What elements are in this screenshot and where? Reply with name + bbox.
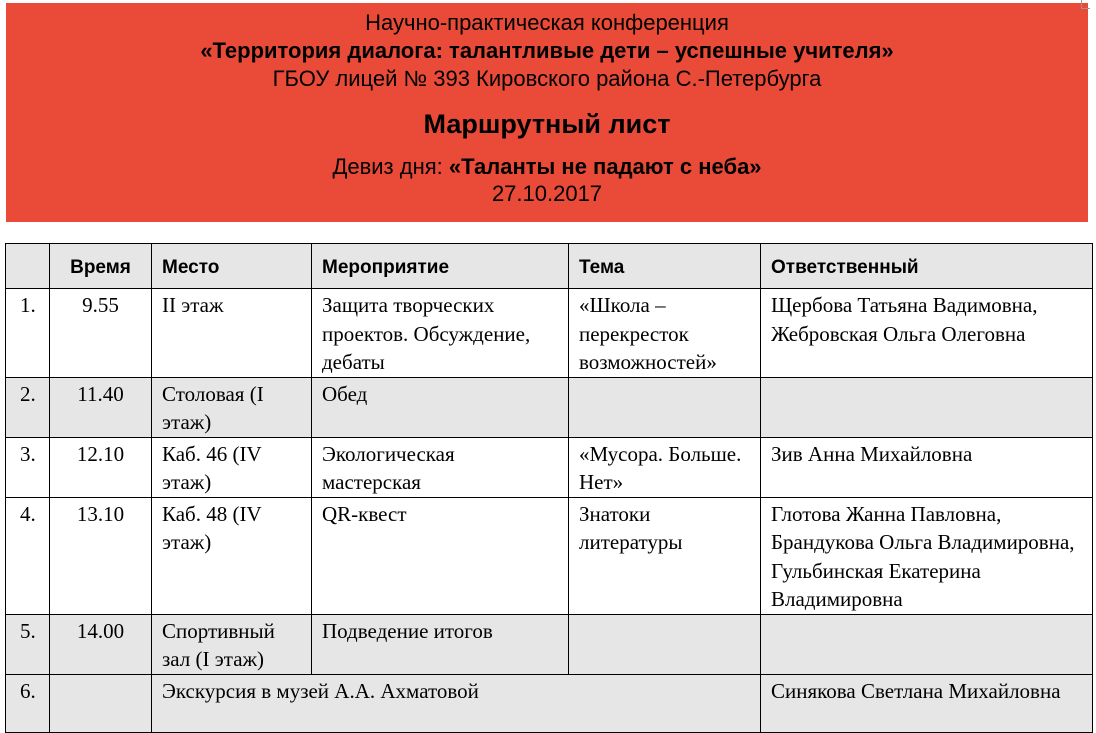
motto-text: «Таланты не падают с неба» bbox=[448, 154, 762, 179]
cell-event: Обед bbox=[312, 377, 569, 437]
page-title: Маршрутный лист bbox=[423, 109, 671, 139]
cell-num: 2. bbox=[6, 377, 50, 437]
cell-topic: «Мусора. Больше. Нет» bbox=[569, 437, 761, 497]
cell-place: Столовая (I этаж) bbox=[152, 377, 312, 437]
cell-event: Защита творческих проектов. Обсуждение, дебаты bbox=[312, 289, 569, 378]
cell-place: Каб. 46 (IV этаж) bbox=[152, 437, 312, 497]
cell-responsible: Глотова Жанна Павловна, Брандукова Ольга Владимировна, Гульбинская Екатерина Владимировна bbox=[761, 497, 1093, 614]
cell-place: Каб. 48 (IV этаж) bbox=[152, 497, 312, 614]
cell-time: 11.40 bbox=[50, 377, 152, 437]
cell-time: 14.00 bbox=[50, 614, 152, 674]
header-conference-type: Научно-практическая конференция bbox=[365, 10, 729, 35]
table-row bbox=[6, 497, 1093, 614]
conference-header bbox=[6, 3, 1088, 222]
header-conference-name: «Территория диалога: талантливые дети – успешные учителя» bbox=[200, 38, 894, 63]
cell-responsible: Синякова Светлана Михайловна bbox=[761, 674, 1093, 732]
day-motto bbox=[6, 153, 1088, 181]
cell-topic bbox=[569, 614, 761, 674]
cell-responsible: Зив Анна Михайловна bbox=[761, 437, 1093, 497]
cell-place: II этаж bbox=[152, 289, 312, 378]
event-date: 27.10.2017 bbox=[491, 181, 603, 206]
cell-time: 9.55 bbox=[50, 289, 152, 378]
cell-num: 1. bbox=[6, 289, 50, 378]
motto-prefix: Девиз дня: bbox=[332, 154, 449, 179]
cell-place: Спортивный зал (I этаж) bbox=[152, 614, 312, 674]
table-row bbox=[6, 377, 1093, 437]
cell-time bbox=[50, 674, 152, 732]
cell-responsible bbox=[761, 377, 1093, 437]
cell-event: Подведение итогов bbox=[312, 614, 569, 674]
cell-num: 3. bbox=[6, 437, 50, 497]
col-header-place: Место bbox=[152, 244, 312, 289]
schedule-table bbox=[5, 243, 1093, 733]
cell-topic: «Школа – перекресток возможностей» bbox=[569, 289, 761, 378]
col-header-time: Время bbox=[50, 244, 152, 289]
cell-topic: Знатоки литературы bbox=[569, 497, 761, 614]
cell-time: 13.10 bbox=[50, 497, 152, 614]
table-row bbox=[6, 289, 1093, 378]
cell-time: 12.10 bbox=[50, 437, 152, 497]
cell-responsible bbox=[761, 614, 1093, 674]
cell-num: 6. bbox=[6, 674, 50, 732]
col-header-event: Мероприятие bbox=[312, 244, 569, 289]
table-row bbox=[6, 437, 1093, 497]
cell-responsible: Щербова Татьяна Вадимовна, Жебровская Ольга Олеговна bbox=[761, 289, 1093, 378]
table-row bbox=[6, 674, 1093, 732]
col-header-responsible: Ответственный bbox=[761, 244, 1093, 289]
table-row bbox=[6, 614, 1093, 674]
cell-num: 4. bbox=[6, 497, 50, 614]
cell-event: Экологическая мастерская bbox=[312, 437, 569, 497]
cell-event: QR-квест bbox=[312, 497, 569, 614]
page-corner-mark bbox=[1081, 0, 1090, 9]
table-header-row bbox=[6, 244, 1093, 289]
cell-topic bbox=[569, 377, 761, 437]
col-header-num bbox=[6, 244, 50, 289]
cell-num: 5. bbox=[6, 614, 50, 674]
col-header-topic: Тема bbox=[569, 244, 761, 289]
cell-merged-event: Экскурсия в музей А.А. Ахматовой bbox=[152, 674, 761, 732]
header-school: ГБОУ лицей № 393 Кировского района С.-Петербурга bbox=[272, 66, 822, 91]
